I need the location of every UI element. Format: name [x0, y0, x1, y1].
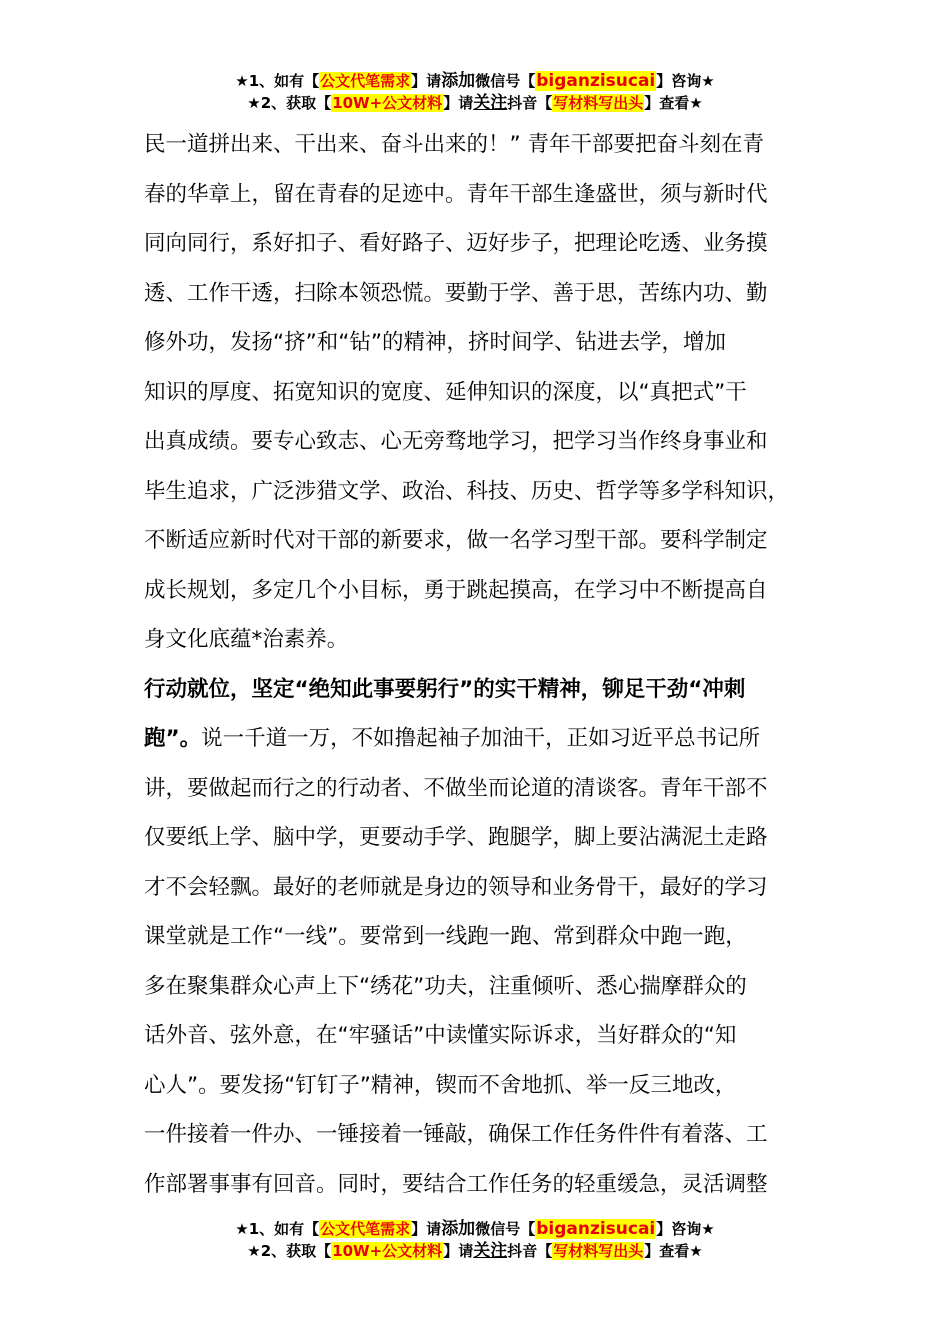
banner-text: 抖音【 [507, 1242, 553, 1260]
banner-text: 2、获取【 [260, 1242, 332, 1260]
banner-text: 】请 [411, 1220, 442, 1238]
paragraph-line: 心人”。要发扬“钉钉子”精神，锲而不舍地抓、举一反三地改， [144, 1072, 737, 1098]
star-icon: ★ [235, 72, 249, 90]
paragraph-line: 才不会轻飘。最好的老师就是身边的领导和业务骨干，最好的学习 [144, 874, 768, 900]
star-icon: ★ [689, 1242, 703, 1260]
wechat-id: biganzisucai [536, 1219, 656, 1239]
highlight-tag: 10W+公文材料 [332, 1242, 443, 1260]
paragraph-line: 出真成绩。要专心致志、心无旁骛地学习，把学习当作终身事业和 [144, 429, 768, 454]
banner-line-follow [0, 1240, 950, 1262]
paragraph-line: 修外功，发扬“挤”和“钻”的精神，挤时间学、钻进去学，增加 [144, 330, 727, 355]
banner-text: 抖音【 [507, 94, 553, 112]
paragraph-line: 身文化底蕴*治素养。 [144, 627, 349, 652]
paragraph-line [144, 714, 834, 764]
star-icon: ★ [701, 1220, 715, 1238]
banner-emphasis: 添加 [441, 1219, 476, 1239]
paragraph-line: 多在聚集群众心声上下“绣花”功夫，注重倾听、悉心揣摩群众的 [144, 973, 747, 999]
highlight-tag: 10W+公文材料 [332, 94, 443, 112]
paragraph-line: 同向同行，系好扣子、看好路子、迈好步子，把理论吃透、业务摸 [144, 231, 768, 256]
banner-text: 】请 [443, 1242, 474, 1260]
banner-text: 】请 [411, 72, 442, 90]
banner-text: 】查看 [644, 1242, 690, 1260]
banner-text: 1、如有【 [248, 72, 320, 90]
paragraph-line: 民一道拼出来、干出来、奋斗出来的！” 青年干部要把奋斗刻在青 [144, 132, 764, 157]
paragraph-line: 讲，要做起而行之的行动者、不做坐而论道的清谈客。青年干部不 [144, 775, 768, 801]
star-icon: ★ [247, 1242, 261, 1260]
paragraph-line: 春的华章上，留在青春的足迹中。青年干部生逢盛世，须与新时代 [144, 181, 768, 207]
highlight-tag: 公文代笔需求 [320, 72, 411, 90]
header-banner [0, 70, 950, 114]
banner-line-follow [0, 92, 950, 114]
banner-text: 】咨询 [656, 72, 702, 90]
paragraph-line: 作部署事事有回音。同时，要结合工作任务的轻重缓急，灵活调整 [144, 1171, 768, 1197]
paragraph-line: 毕生追求，广泛涉猎文学、政治、科技、历史、哲学等多学科知识， [144, 478, 790, 504]
douyin-account: 写材料写出头 [553, 1242, 644, 1260]
banner-emphasis: 添加 [441, 71, 476, 91]
banner-line-consult [0, 70, 950, 92]
paragraph-line: 成长规划，多定几个小目标，勇于跳起摸高，在学习中不断提高自 [144, 577, 768, 603]
banner-line-consult [0, 1218, 950, 1240]
banner-text: 1、如有【 [248, 1220, 320, 1238]
paragraph-line: 仅要纸上学、脑中学，更要动手学、跑腿学，脚上要沾满泥土走路 [144, 825, 768, 850]
paragraph-line: 课堂就是工作“一线”。要常到一线跑一跑、常到群众中跑一跑， [144, 924, 747, 949]
banner-emphasis: 关注 [473, 93, 508, 113]
star-icon: ★ [235, 1220, 249, 1238]
highlight-tag: 公文代笔需求 [320, 1220, 411, 1238]
paragraph-line: 不断适应新时代对干部的新要求，做一名学习型干部。要科学制定 [144, 528, 768, 553]
banner-text: 】查看 [644, 94, 690, 112]
section-heading-end: 跑”。 [144, 726, 202, 751]
banner-text: 】请 [443, 94, 474, 112]
paragraph-line: 透、工作干透，扫除本领恐慌。要勤于学、善于思，苦练内功、勤 [144, 280, 768, 306]
paragraph-text: 说一千道一万，不如撸起袖子加油干，正如习近平总书记所 [201, 726, 761, 751]
banner-text: 微信号【 [475, 1220, 536, 1238]
star-icon: ★ [689, 94, 703, 112]
banner-text: 】咨询 [656, 1220, 702, 1238]
banner-text: 2、获取【 [260, 94, 332, 112]
star-icon: ★ [247, 94, 261, 112]
banner-emphasis: 关注 [473, 1241, 508, 1261]
banner-text: 微信号【 [475, 72, 536, 90]
paragraph-line: 话外音、弦外意，在“牢骚话”中读懂实际诉求，当好群众的“知 [144, 1023, 737, 1048]
document-body [144, 120, 834, 1209]
paragraph-line: 一件接着一件办、一锤接着一锤敲，确保工作任务件件有着落、工 [144, 1122, 768, 1147]
star-icon: ★ [701, 72, 715, 90]
douyin-account: 写材料写出头 [553, 94, 644, 112]
footer-banner [0, 1218, 950, 1262]
paragraph-line: 知识的厚度、拓宽知识的宽度、延伸知识的深度，以“真把式”干 [144, 379, 747, 405]
section-heading: 行动就位，坚定“绝知此事要躬行”的实干精神，铆足干劲“冲刺 [144, 676, 746, 702]
wechat-id: biganzisucai [536, 71, 656, 91]
